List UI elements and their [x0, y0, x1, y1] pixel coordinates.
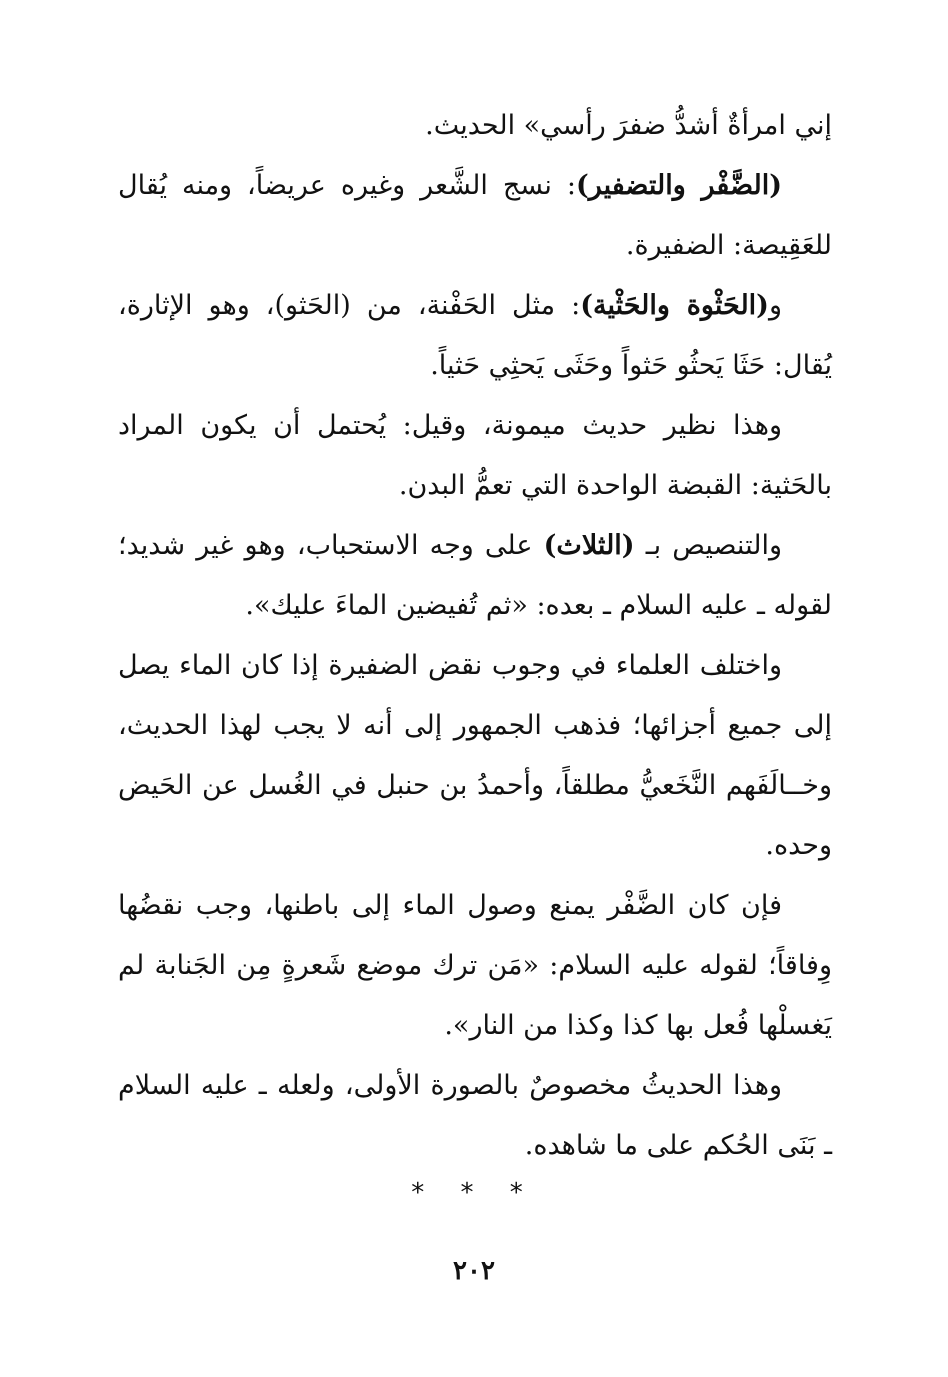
paragraph-p7	[118, 876, 832, 1056]
paragraph-text: و	[768, 290, 782, 321]
paragraph-p3	[118, 276, 832, 396]
paragraph-p2	[118, 156, 832, 276]
bold-term: (الضَّفْر والتضفير)	[575, 170, 782, 201]
paragraph-p8	[118, 1056, 832, 1176]
body-text	[118, 96, 832, 1176]
paragraph-text: إني امرأةٌ أشدُّ ضفرَ رأسي» الحديث.	[425, 110, 832, 141]
paragraph-p1	[118, 96, 832, 156]
paragraph-text: وهذا الحديثُ مخصوصٌ بالصورة الأولى، ولعله ـ عليه السلام ـ بَنَى الحُكم على ما شاهده.	[118, 1070, 832, 1161]
paragraph-p4	[118, 396, 832, 516]
paragraph-text: : مثل الحَفْنة، من (الحَثو)، وهو الإثارة، يُقال: حَثَا يَحثُو حَثواً وحَثَى يَحثِي حَثياً.	[118, 290, 832, 381]
bold-term: (الثلاث)	[543, 530, 635, 561]
page-number: ٢٠٢	[453, 1256, 495, 1286]
bold-term: (الحَثْوة والحَثْية)	[580, 290, 769, 321]
paragraph-text: وهذا نظير حديث ميمونة، وقيل: يُحتمل أن يكون المراد بالحَثية: القبضة الواحدة التي تعمُّ البدن.	[118, 410, 832, 501]
section-separator: * * *	[411, 1178, 537, 1208]
paragraph-text: واختلف العلماء في وجوب نقض الضفيرة إذا كان الماء يصل إلى جميع أجزائها؛ فذهب الجمهور إلى أنه لا يجب لهذا الحديث، وخــالَفَهم النَّخَعيُّ مطلقاً، وأحمدُ بن حنبل في الغُسل عن الحَيض وحده.	[118, 650, 832, 861]
paragraph-p5	[118, 516, 832, 636]
paragraph-text: والتنصيص بـ	[634, 530, 782, 561]
paragraph-text: : نسج الشَّعر وغيره عريضاً، ومنه يُقال للعَقِيصة: الضفيرة.	[118, 170, 832, 261]
paragraph-p6	[118, 636, 832, 876]
paragraph-text: فإن كان الضَّفْر يمنع وصول الماء إلى باطنها، وجب نقضُها وِفاقاً؛ لقوله عليه السلام: «مَن ترك موضع شَعرةٍ مِن الجَنابة لم يَغسلْها فُعل بها كذا وكذا من النار».	[118, 890, 832, 1041]
paragraph-text: على وجه الاستحباب، وهو غير شديد؛ لقوله ـ عليه السلام ـ بعده: «ثم تُفيضين الماءَ عليك».	[118, 530, 832, 621]
